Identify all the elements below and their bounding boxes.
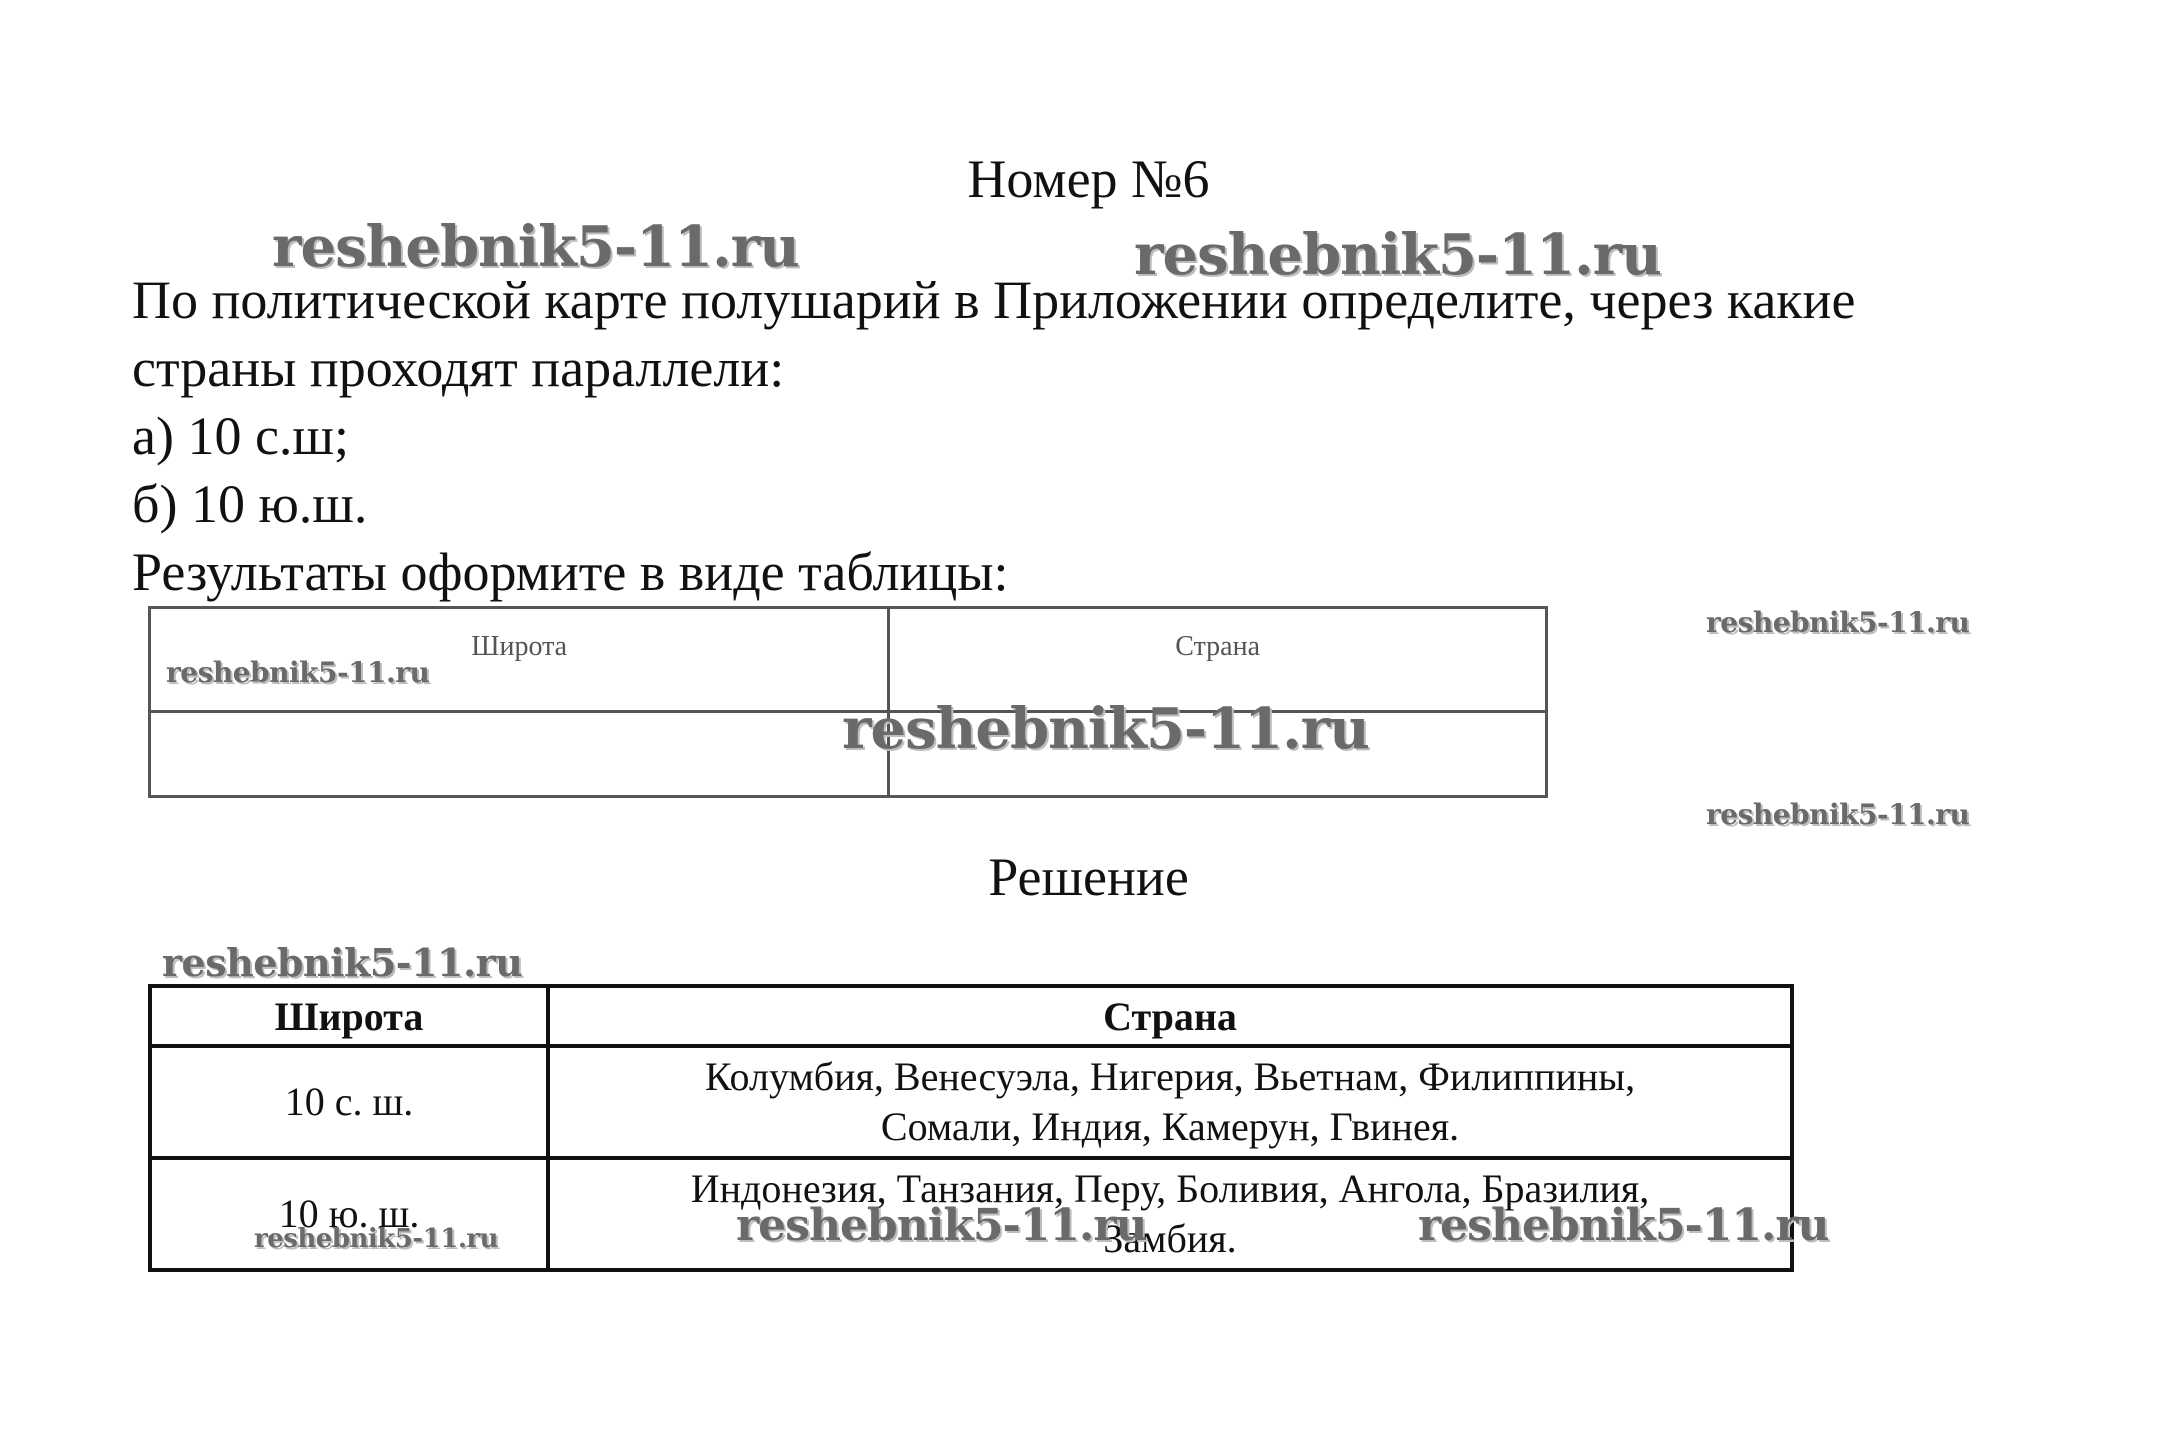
blank-cell	[150, 712, 889, 797]
watermark: reshebnik5-11.ru	[842, 696, 1369, 762]
header-latitude: Широта	[150, 986, 548, 1046]
task-line: По политической карте полушарий в Приложении определите, через какие	[132, 270, 1856, 330]
solution-title: Решение	[988, 847, 1189, 907]
countries-cell	[548, 1046, 1792, 1158]
watermark: reshebnik5-11.ru	[736, 1200, 1147, 1251]
countries-line: Индонезия, Танзания, Перу, Боливия, Ангола, Бразилия,	[690, 1166, 1650, 1211]
watermark: reshebnik5-11.ru	[1706, 606, 1970, 639]
blank-header-country: Страна	[889, 608, 1547, 712]
watermark: reshebnik5-11.ru	[166, 656, 430, 689]
task-line: Результаты оформите в виде таблицы:	[132, 542, 1009, 602]
task-text	[132, 266, 2092, 606]
watermark: reshebnik5-11.ru	[1134, 222, 1661, 288]
countries-line: Колумбия, Венесуэла, Нигерия, Вьетнам, Филиппины,	[704, 1054, 1636, 1099]
header-country: Страна	[548, 986, 1792, 1046]
blank-header-latitude: Широта	[150, 608, 889, 712]
latitude-cell: 10 с. ш.	[150, 1046, 548, 1158]
latitude-cell: 10 ю. ш.	[150, 1158, 548, 1270]
watermark: reshebnik5-11.ru	[254, 1224, 499, 1254]
table-row	[150, 1046, 1792, 1158]
countries-line: Сомали, Индия, Камерун, Гвинея.	[880, 1104, 1460, 1149]
watermark: reshebnik5-11.ru	[162, 940, 523, 985]
task-item-b: б) 10 ю.ш.	[132, 474, 368, 534]
watermark: reshebnik5-11.ru	[1418, 1200, 1829, 1251]
task-line: страны проходят параллели:	[132, 338, 785, 398]
watermark: reshebnik5-11.ru	[272, 214, 799, 280]
task-item-a: а) 10 с.ш;	[132, 406, 350, 466]
countries-line: Замбия.	[1103, 1216, 1237, 1261]
watermark: reshebnik5-11.ru	[1706, 798, 1970, 831]
page-title: Номер №6	[967, 149, 1210, 209]
